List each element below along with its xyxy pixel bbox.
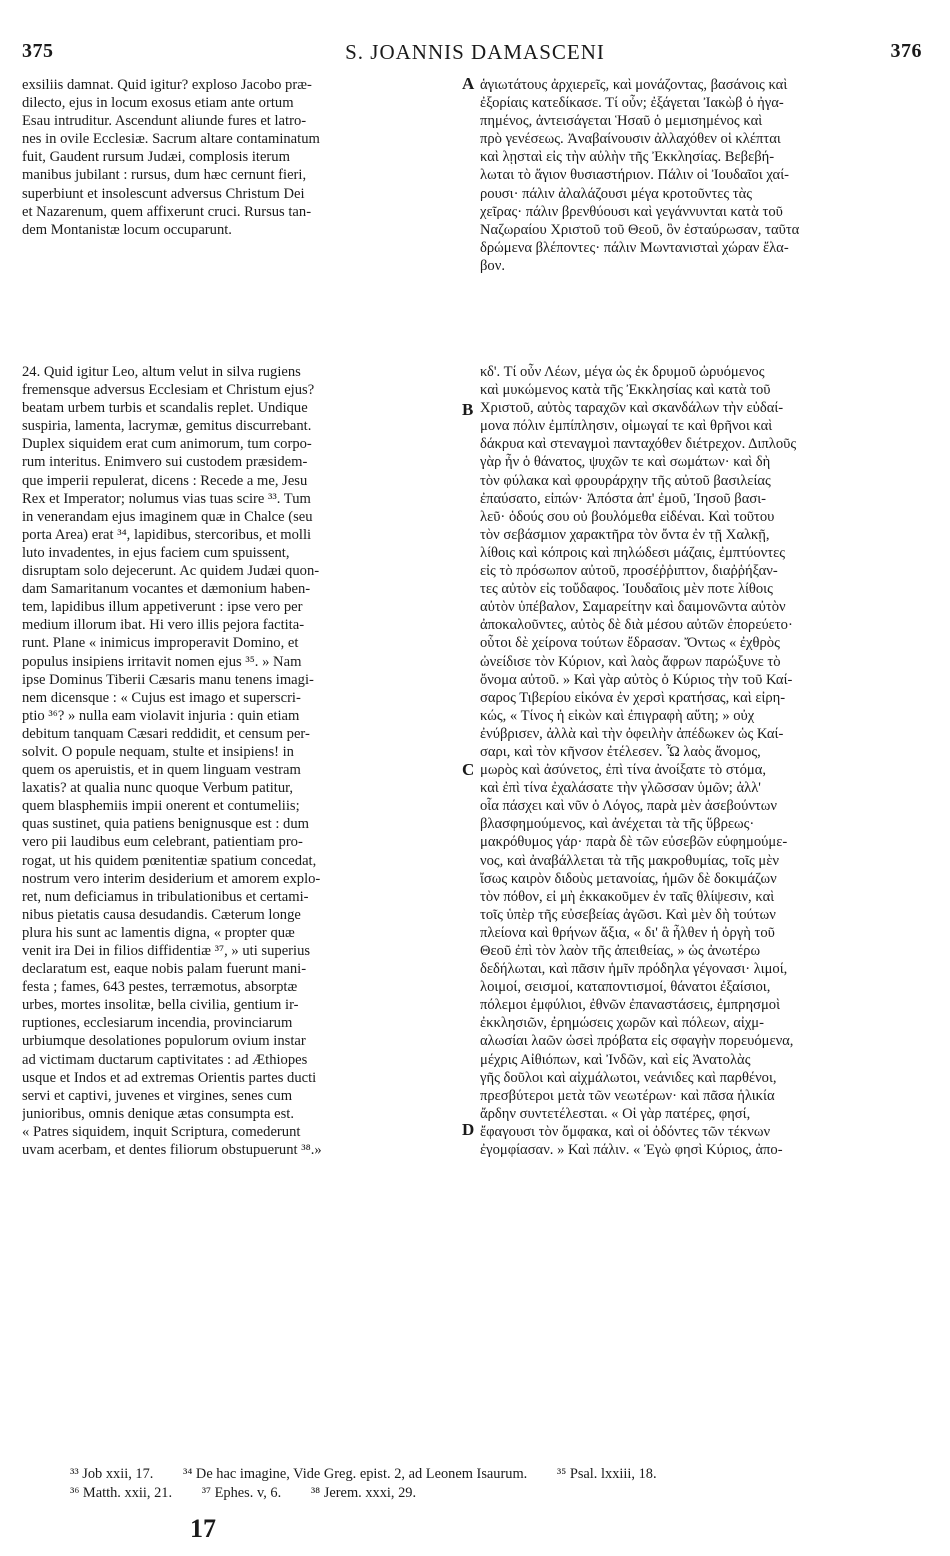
greek-line: οἷα πάσχει καὶ νῦν ὁ Λόγος, παρὰ μὲν ἀσεβούντων bbox=[480, 798, 777, 815]
latin-line: rum interitus. Enimvero sui custodem præsidem- bbox=[22, 454, 308, 471]
greek-line: ὠνείδισε τὸν Κύριον, καὶ λαὸς ἄφρων παρώξυνε τὸ bbox=[480, 653, 781, 670]
latin-line: ruptiones, ecclesiarum incendia, provinciarum bbox=[22, 1015, 293, 1032]
greek-line: δρώμενα βλέποντες· πάλιν Μωντανισταὶ χώραν ἔλα- bbox=[480, 239, 789, 256]
greek-line: πόλεμοι ἐμφύλιοι, ἐθνῶν ἐπαναστάσεις, ἐμπρησμοὶ bbox=[480, 997, 780, 1014]
latin-line: dilecto, ejus in locum exosus etiam ante ortum bbox=[22, 95, 294, 112]
section-marker-b: B bbox=[462, 400, 474, 419]
greek-line: λωται τὸ ἅγιον θυσιαστήριον. Πάλιν οἱ Ἰουδαῖοι χαί- bbox=[480, 167, 789, 184]
greek-line: ἐγομφίασαν. » Καὶ πάλιν. « Ἐγὼ φησὶ Κύριος, ἀπο- bbox=[480, 1142, 783, 1159]
latin-line: Duplex siquidem erat cum animorum, tum corpo- bbox=[22, 436, 312, 453]
greek-line: λεῦ· ὁδούς σου οὐ βουλόμεθα εἰδέναι. Καὶ τοῦτου bbox=[480, 508, 775, 525]
greek-line: σαρι, καὶ τὸν κῆνσον ἐτέλεσεν. Ὦ λαὸς ἄνομος, bbox=[480, 743, 761, 760]
greek-line: μονα πόλιν ἐμπίπλησιν, οἰμωγαί τε καὶ θρῆνοι καὶ bbox=[480, 418, 773, 435]
greek-line: πρὸ γενέσεως. Ἀναβαίνουσιν ἀλλαχόθεν οἱ κλέπται bbox=[480, 131, 781, 148]
latin-line: suspiria, lamenta, lacrymæ, gemitus discurrebant. bbox=[22, 418, 312, 435]
latin-line: manibus jubilant : rursus, dum hæc cernunt fieri, bbox=[22, 167, 307, 184]
greek-line: μακρόθυμος γάρ· παρὰ δὲ τῶν εὐσεβῶν εὐφημούμε- bbox=[480, 834, 788, 851]
greek-line: ἔφαγουσι τὸν ὄμφακα, καὶ οἱ ὀδόντες τῶν τέκνων bbox=[480, 1123, 771, 1140]
latin-line: nem dicensque : « Cujus est imago et superscri- bbox=[22, 689, 301, 706]
greek-line: καὶ λῃσταὶ εἰς τὴν αὐλὴν τῆς Ἐκκλησίας. Βεβεβή- bbox=[480, 149, 775, 166]
latin-line: junioribus, omnis denique ætas consumpta est. bbox=[22, 1105, 294, 1122]
greek-line: δάκρυα καὶ στεναγμοὶ πανταχόθεν διέτρεχον. Διπλοῦς bbox=[480, 436, 797, 453]
latin-column-top bbox=[22, 76, 467, 239]
greek-line: βλασφημούμενος, καὶ ἀνέχεται τὰ τῆς ὕβρεως· bbox=[480, 816, 755, 833]
latin-line: nostrum vero interim desiderium et amorem explo- bbox=[22, 870, 321, 887]
latin-line: luto invadentes, in ejus faciem cum spuissent, bbox=[22, 544, 290, 561]
greek-line: πλείονα καὶ θρήνων ἄξια, « δι' ἃ ἦλθεν ἡ ὀργὴ τοῦ bbox=[480, 924, 775, 941]
latin-line: laxatis? at qualia nunc quoque Verbum patitur, bbox=[22, 780, 294, 797]
right-page-number: 376 bbox=[890, 40, 922, 62]
greek-line: νος, καὶ ἀναβάλλεται τὰ τῆς μακροθυμίας, τοῖς μὲν bbox=[480, 852, 779, 869]
latin-line: exsiliis damnat. Quid igitur? exploso Jacobo præ- bbox=[22, 77, 312, 93]
greek-line: μωρὸς καὶ ἀσύνετος, ἐπὶ τίνα ἀνοίξατε τὸ στόμα, bbox=[480, 762, 767, 779]
latin-line: nibus pietatis causa desudandis. Cæterum longe bbox=[22, 906, 301, 923]
greek-line: Χριστοῦ, αὐτὸς ταραχῶν καὶ σκανδάλων τὴν εὐδαί- bbox=[480, 400, 784, 417]
greek-line: καὶ ἐπὶ τίνα ἐχαλάσατε τὴν γλῶσσαν ὑμῶν; ἀλλ' bbox=[480, 780, 761, 797]
greek-line: λοιμοί, σεισμοί, καταποντισμοί, θάνατοι ἐξαίσιοι, bbox=[480, 979, 771, 996]
latin-line: solvit. O popule nequam, stulte et insipiens! in bbox=[22, 743, 294, 760]
latin-line: nes in ovile Ecclesiæ. Sacrum altare contaminatum bbox=[22, 131, 320, 148]
greek-line: κώς, « Τίνος ἡ εἰκὼν καὶ ἐπιγραφὴ αὕτη; » οὐχ bbox=[480, 707, 755, 724]
footnote: ³⁶ Matth. xxii, 21. bbox=[70, 1485, 173, 1501]
latin-line: in venerandam ejus imaginem quæ in Chalce (seu bbox=[22, 508, 313, 525]
latin-line: usque et Indos et ad extremas Orientis partes ducti bbox=[22, 1069, 317, 1086]
latin-line: ipse Dominus Tiberii Cæsaris manu tenens imagi- bbox=[22, 671, 314, 688]
greek-line: Θεοῦ ἐπὶ τὸν λαὸν τῆς ἀπειθείας, » ὡς ἀνωτέρω bbox=[480, 943, 761, 959]
greek-line: ὄνομα αὐτοῦ. » Καὶ γὰρ αὐτὸς ὁ Κύριος τὴν τοῦ Καί- bbox=[480, 671, 793, 688]
latin-line: ad victimam ductarum captivitates : ad Æthiopes bbox=[22, 1051, 308, 1068]
latin-line: tem, lapidibus illum appetiverunt : ipse vero per bbox=[22, 599, 303, 616]
greek-line: ἐνύβρισεν, ἀλλὰ καὶ τὴν ὀφειλὴν ἀπέδωκεν ὡς Καί- bbox=[480, 725, 784, 742]
latin-line: beatam urbem turbis et scandalis replet. Undique bbox=[22, 400, 308, 417]
footnote: ³³ Job xxii, 17. bbox=[70, 1466, 154, 1482]
latin-line: debitum tanquam Cæsari reddidit, et censum per- bbox=[22, 725, 310, 742]
latin-line: uvam acerbam, et dentes filiorum obstupuerunt ³⁸.» bbox=[22, 1142, 322, 1159]
greek-line: ρουσι· πάλιν ἀλαλάζουσι μέγα κροτοῦντες τὰς bbox=[480, 185, 753, 202]
greek-line: τοῖς ὑπὲρ τῆς εὐσεβείας ἀγῶσι. Καὶ μὲν δὴ τούτων bbox=[480, 906, 776, 923]
greek-line: Ναζωραίου Χριστοῦ τοῦ Θεοῦ, ὃν ἐσταύρωσαν, ταῦτα bbox=[480, 221, 800, 238]
greek-line: γῆς δοῦλοι καὶ αἰχμάλωτοι, νεάνιδες καὶ παρθένοι, bbox=[480, 1069, 777, 1086]
latin-line: « Patres siquidem, inquit Scriptura, comederunt bbox=[22, 1123, 301, 1140]
latin-line: fuit, Gaudent rursum Judæi, complosis iterum bbox=[22, 149, 290, 166]
greek-line: τες αὐτὸν εἰς τοὔδαφος. Ἰουδαῖοις μὲν ποτε λίθοις bbox=[480, 581, 773, 598]
latin-line: superbiunt et insolescunt adversus Christum Dei bbox=[22, 185, 305, 202]
greek-line: ἐκκλησιῶν, ἐρημώσεις χωρῶν καὶ πόλεων, αἰχμ- bbox=[480, 1015, 764, 1032]
greek-line: κδ'. Τί οὖν Λέων, μέγα ὡς ἐκ δρυμοῦ ὠρυόμενος bbox=[480, 364, 765, 380]
latin-line: quem blasphemiis impii onerent et contumeliis; bbox=[22, 798, 300, 815]
footnote: ³⁷ Ephes. v, 6. bbox=[201, 1485, 282, 1501]
latin-line: servi et captivi, juvenes et virgines, senes cum bbox=[22, 1087, 293, 1104]
footnotes-line-2 bbox=[70, 1484, 910, 1502]
greek-line: ἐπαύσατο, εἰπών· Ἀπόστα ἀπ' ἐμοῦ, Ἰησοῦ βασι- bbox=[480, 490, 767, 507]
greek-line: δεδήλωται, καὶ πᾶσιν ἡμῖν πρόδηλα γέγονασι· λιμοί, bbox=[480, 961, 788, 978]
greek-line: τὸν φύλακα καὶ φρουράρχην τῆς αὐτοῦ βασιλείας bbox=[480, 472, 771, 489]
greek-line: πημένος, ἀντεισάγεται Ἡσαῦ ὁ μεμισημένος καὶ bbox=[480, 113, 763, 130]
greek-line: βον. bbox=[480, 257, 505, 274]
latin-line: plura his sunt ac lamentis digna, « propter quæ bbox=[22, 924, 295, 941]
latin-line: Esau intruditur. Ascendunt aliunde fures et latro- bbox=[22, 113, 307, 130]
greek-line: μέχρις Αἰθιόπων, καὶ Ἰνδῶν, καὶ εἰς Ἀνατολὰς bbox=[480, 1051, 751, 1068]
latin-line: festa ; fames, 643 pestes, terræmotus, absorptæ bbox=[22, 979, 298, 996]
greek-line: πρεσβύτεροι μετὰ τῶν νεωτέρων· καὶ πᾶσα ἡλικία bbox=[480, 1087, 775, 1104]
latin-line: disruptam solo dejecerunt. Ac quidem Judæi quon- bbox=[22, 563, 320, 580]
latin-line: et Nazarenum, quem affixerunt cruci. Rursus tan- bbox=[22, 203, 312, 220]
latin-line: quem os aperuistis, et in quem linguam vestram bbox=[22, 762, 301, 779]
greek-column-top bbox=[480, 76, 928, 275]
footnotes-line-1 bbox=[70, 1465, 910, 1483]
latin-line: fremensque adversus Ecclesiam et Christum ejus? bbox=[22, 382, 315, 399]
latin-line: 24. Quid igitur Leo, altum velut in silva rugiens bbox=[22, 364, 301, 380]
section-marker-a: A bbox=[462, 74, 475, 93]
latin-line: urbiumque desolationes populorum ovium instar bbox=[22, 1033, 306, 1050]
greek-line: ἁγιωτάτους ἀρχιερεῖς, καὶ μονάζοντας, βασάνοις καὶ bbox=[480, 77, 788, 93]
latin-line: medium illorum ibat. Hi vero illis pejora factita- bbox=[22, 617, 305, 634]
greek-line: εἰς τὸ πρόσωπον αὐτοῦ, προσέῤῥιπτον, διαῤῥήξαν- bbox=[480, 563, 778, 580]
footnote: ³⁵ Psal. lxxiii, 18. bbox=[556, 1466, 657, 1482]
latin-line: porta Area) erat ³⁴, lapidibus, stercoribus, et molli bbox=[22, 526, 312, 543]
latin-line: venit ira Dei in filios diffidentiæ ³⁷, » uti superius bbox=[22, 943, 311, 959]
greek-line: ἄρδην συντετέλεσται. « Οἱ γὰρ πατέρες, φησί, bbox=[480, 1105, 751, 1122]
greek-column-main bbox=[480, 363, 928, 1159]
latin-line: que imperii repulerat, dicens : Recede a me, Jesu bbox=[22, 472, 308, 489]
latin-line: dam Samaritanum vocantes et dæmonium haben- bbox=[22, 581, 311, 598]
bottom-number: 17 bbox=[190, 1514, 216, 1543]
latin-line: ret, num deficiamus in tribulationibus et certami- bbox=[22, 888, 309, 905]
latin-line: populus insipiens irritavit nomen ejus ³⁵. » Nam bbox=[22, 653, 302, 670]
running-title: S. JOANNIS DAMASCENI bbox=[345, 40, 605, 64]
latin-line: urbes, mortes insolitæ, bella civilia, gentium ir- bbox=[22, 997, 299, 1014]
latin-line: dem Montanistæ locum occuparunt. bbox=[22, 221, 232, 238]
greek-line: καὶ μυκώμενος κατὰ τῆς Ἐκκλησίας καὶ κατὰ τοῦ bbox=[480, 382, 771, 399]
greek-line: λίθοις καὶ κόπροις καὶ πηλώδεσι μάζαις, ἐμπτύοντες bbox=[480, 544, 786, 561]
greek-line: αλωσίαι λαῶν ὡσεὶ πρόβατα εἰς σφαγὴν πορευόμενα, bbox=[480, 1033, 794, 1050]
greek-line: γὰρ ἦν ὁ θάνατος, ψυχῶν τε καὶ σωμάτων· καὶ δὴ bbox=[480, 454, 771, 471]
greek-line: ἀποκαλοῦντες, αὐτὸς δὲ διὰ μέσου αὐτῶν ἐπορεύετο· bbox=[480, 617, 793, 634]
section-marker-d: D bbox=[462, 1120, 475, 1139]
greek-line: χεῖρας· πάλιν βρενθύουσι καὶ γεγάννυνται κατὰ τοῦ bbox=[480, 203, 783, 220]
footnote: ³⁸ Jerem. xxxi, 29. bbox=[310, 1485, 417, 1501]
greek-line: τὸν σεβάσμιον χαρακτῆρα τὸν ὄντα ἐν τῇ Χαλκῇ, bbox=[480, 526, 770, 543]
latin-line: quas sustinet, quia patiens benignusque est : dum bbox=[22, 816, 309, 833]
latin-line: vero pii laudibus eum celebrant, patientiam pro- bbox=[22, 834, 303, 851]
latin-line: ptio ³⁶? » nulla eam violavit injuria : quin etiam bbox=[22, 707, 300, 724]
section-marker-c: C bbox=[462, 760, 475, 779]
greek-line: ἐξορίαις κατεδίκασε. Τί οὖν; ἐξάγεται Ἰακὼβ ὁ ἠγα- bbox=[480, 95, 784, 112]
greek-line: ἴσως καιρὸν διδοὺς μετανοίας, ἡμῶν δὲ δοκιμάζων bbox=[480, 870, 777, 887]
footnote: ³⁴ De hac imagine, Vide Greg. epist. 2, ad Leonem Isaurum. bbox=[183, 1466, 528, 1482]
latin-line: Rex et Imperator; nolumus vias tuas scire ³³. Tum bbox=[22, 490, 311, 507]
latin-line: declaratum est, eaque nobis palam fuerunt mani- bbox=[22, 961, 307, 978]
latin-line: runt. Plane « inimicus improperavit Domino, et bbox=[22, 635, 299, 652]
latin-column-main bbox=[22, 363, 467, 1159]
greek-line: τὸν πόθον, εἰ μὴ ἐκκακοῦμεν ἐν ταῖς θλίψεσιν, καὶ bbox=[480, 888, 775, 905]
greek-line: αὐτὸν ὑπέβαλον, Σαμαρείτην καὶ δαιμονῶντα αὐτὸν bbox=[480, 599, 786, 616]
left-page-number: 375 bbox=[22, 40, 54, 62]
greek-line: οὗτοι δὲ χείρονα τούτων ἔδρασαν. Ὄντως « ἐχθρὸς bbox=[480, 635, 780, 652]
latin-line: rogat, ut his quidem pœnitentiæ spatium concedat, bbox=[22, 852, 317, 869]
greek-line: σαρος Τιβερίου εἰκόνα ἐν χερσὶ κρατήσας, καὶ εἰρη- bbox=[480, 689, 786, 706]
